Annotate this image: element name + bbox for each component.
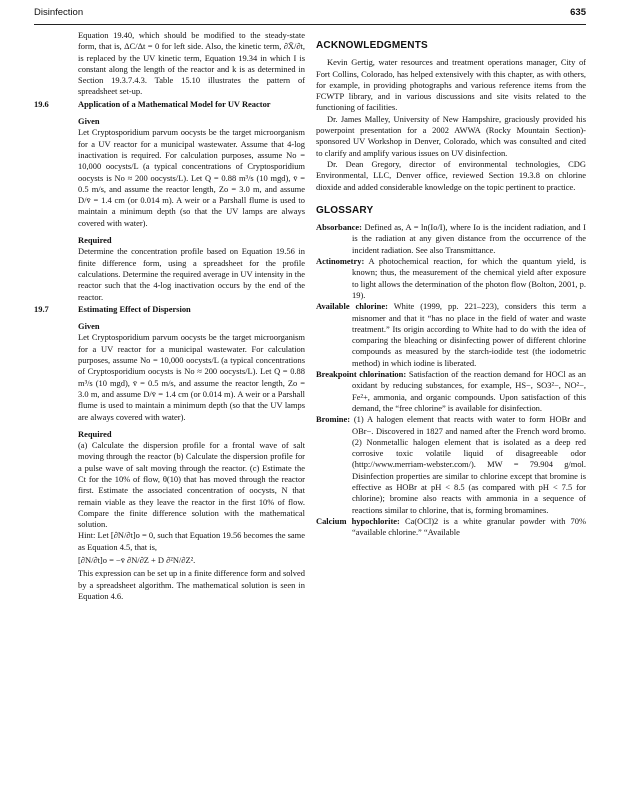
hint-continuation: This expression can be set up in a finite difference form and solved by a spreadsheet algorithm. The mathematical solution is seen in Equation 4.6. [78,568,305,601]
glossary-definition: A photochemical reaction, for which the quantum yield, is known; thus, the measurement of the chemical yield after exposure to light allows the determination of the photon flow (Bolton, 2001, p. 19). [352,256,586,300]
ack-paragraph: Kevin Gertig, water resources and treatment operations manager, City of Fort Collins, Colorado, has helped extensively with this chapter, as with others, for example, in providing photographs and various reference items from the FCWTP library, and in various discussions and site visits related to the functioning of facilities. [316,57,586,113]
left-column [34,30,305,602]
glossary-term: Available chlorine: [316,301,388,312]
header-rule [34,24,586,25]
glossary-term: Breakpoint chlorination: [316,369,407,380]
glossary-definition: Satisfaction of the reaction demand for HOCl as an oxidant by reducing substances, for example, HS−, SO3²−, NO²−, Fe²+, ammonia, and organic compounds. Upon satisfaction of this demand, the “free chlorine” is available for disinfection. [352,369,587,413]
running-header [34,7,586,23]
glossary-term: Bromine: [316,414,351,425]
given-text: Let Cryptosporidium parvum oocysts be the target microorganism for a UV reactor for a municipal wastewater. Assume that 4-log inactivation is required. For calculation purposes, assume No = 10,000 oocysts/L (a typical concentrations of Cryptosporidium oocysts is No ≈ 200 oocysts/L). Let Q = 0.88 m³/s (10 mgd), v̄ = 0.5 m/s, and assume the reactor length, Zo = 3.0 m, and assume D/v̄ = 1.4 cm (or 0.014 m). A weir or a Parshall flume is used to maintain a minimum depth (so that the UV lamps are always covered with water). [78,127,305,228]
required-label: Required [78,428,112,439]
problem-19-7-heading [34,304,305,315]
given-label: Given [78,116,100,127]
problem-title: Application of a Mathematical Model for UV Reactor [78,98,271,109]
ack-paragraph: Dr. James Malley, University of New Hampshire, graciously provided his powerpoint presentation for a 2002 AWWA (Rocky Mountain Section)-sponsored UV Workshop in Denver, Colorado, which was consulted and cited to clarify and amplify various issues on UV disinfection. [316,113,586,158]
right-column [316,30,586,538]
given-label: Given [78,321,100,332]
problem-number: 19.6 [34,98,49,109]
glossary-entry [316,414,586,516]
glossary-term: Calcium hypochlorite: [316,515,400,526]
required-text: Determine the concentration profile based on Equation 19.56 in finite difference form, using a spreadsheet for the profile calculations. Determine the required average in UV intensity in the reactor such that the 4-log inactivation occurs by the end of the reactor. [78,246,305,302]
glossary-entry [316,301,586,369]
problem-title: Estimating Effect of Dispersion [78,303,191,314]
glossary-entry [316,516,586,539]
intro-paragraph: Equation 19.40, which should be modified to the steady-state form, that is, ΔC/Δt = 0 for left side. Also, the kinetic term, ∂X̄/∂t, is replaced by the UV kinetic term, Equation 19.34 in which I is constant along the length of the reactor and k is as determined in Section 19.3.7.4.3. Table 15.10 illustrates the pattern of spreadsheet set-up. [78,30,305,97]
problem-number: 19.7 [34,303,49,314]
glossary-definition: White (1999, pp. 221–223), considers this term a misnomer and that it “has no place in the field of water and waste treatment.” Its origin according to White had to do with the idea of comparing the bleaching or disinfecting power of different chlorine compounds as measured by the starch-iodide test (the iodometric method) in which iodine is liberated. [352,301,586,368]
hint-equation: [∂N/∂t]o = −v̄ ∂N/∂Z + D ∂²N/∂Z². [78,555,196,566]
glossary-entry [316,222,586,256]
glossary-definition: Ca(OCl)2 is a white granular powder with 70% “available chlorine.” “Available [352,515,586,538]
glossary-term: Absorbance: [316,222,362,233]
given-text: Let Cryptosporidium parvum oocysts be the target microorganism for a UV reactor for a municipal wastewater. For calculation purposes, assume No = 10,000 oocysts/L (a typical concentrations of Cryptosporidium oocysts is No ≈ 200 oocysts/L). Let Q = 0.88 m³/s (10 mgd), v̄ = 0.5 m/s, and assume the reactor length, Zo = 3.0 m, and assume D/v̄ = 1.4 cm (or 0.014 m). A weir or a Parshall flume is used to maintain a minimum depth (so that the UV lamps are always covered with water). [78,332,305,422]
glossary-entry [316,369,586,414]
glossary-definition: Defined as, A = ln(Io/I), where Io is the incident radiation, and I is the radiation at any given distance from the occurrence of the incident radiation. See also Transmittance. [352,222,586,255]
hint-text: Hint: Let [∂N/∂t]o = 0, such that Equation 19.56 becomes the same as Equation 4.5, that is, [78,530,305,552]
ack-paragraph: Dr. Dean Gregory, director of environmental technologies, CDG Environmental, LLC, Denver office, reviewed Section 19.3.8 on chlorine dioxide and added considerable knowledge on the topic pertinent to practice. [316,158,586,192]
acknowledgments-heading: ACKNOWLEDGMENTS [316,40,428,51]
required-label: Required [78,235,112,246]
glossary-term: Actinometry: [316,256,365,267]
glossary-heading: GLOSSARY [316,204,374,216]
running-title: Disinfection [34,7,84,18]
glossary-definition: (1) A halogen element that reacts with water to form HOBr and OBr−. Discovered in 1827 and named after the French word bromo. (2) Nonmetallic halogen element that is isolated as a deep red corrosive toxic volatile liquid of disagreeable odor (http://www.merriam-webster.com/). MW = 79.904 g/mol. Disinfection properties are similar to chlorine except that bromine is effective as HOBr at pH < 8.5 (as compared with pH < 7.5 for chlorine); bromine also reacts with ammonia in a sequence of reactions similar to chlorine, that is, forming bromamines. [352,414,587,515]
problem-19-6-heading [34,99,305,110]
required-text: (a) Calculate the dispersion profile for a frontal wave of salt moving through the reactor (b) Calculate the dispersion profile for a pulse wave of salt moving through the reactor. (c) Estimate the Ct for the 10% of flow, θ(10) that has moved through the reactor first. Estimate the associated concentration of oocysts, N that remain viable as they leave the reactor in the first 10% of flow. Compare the finite difference solution with the mathematical solution. [78,440,305,530]
glossary-entry [316,256,586,301]
page-number: 635 [570,7,586,18]
